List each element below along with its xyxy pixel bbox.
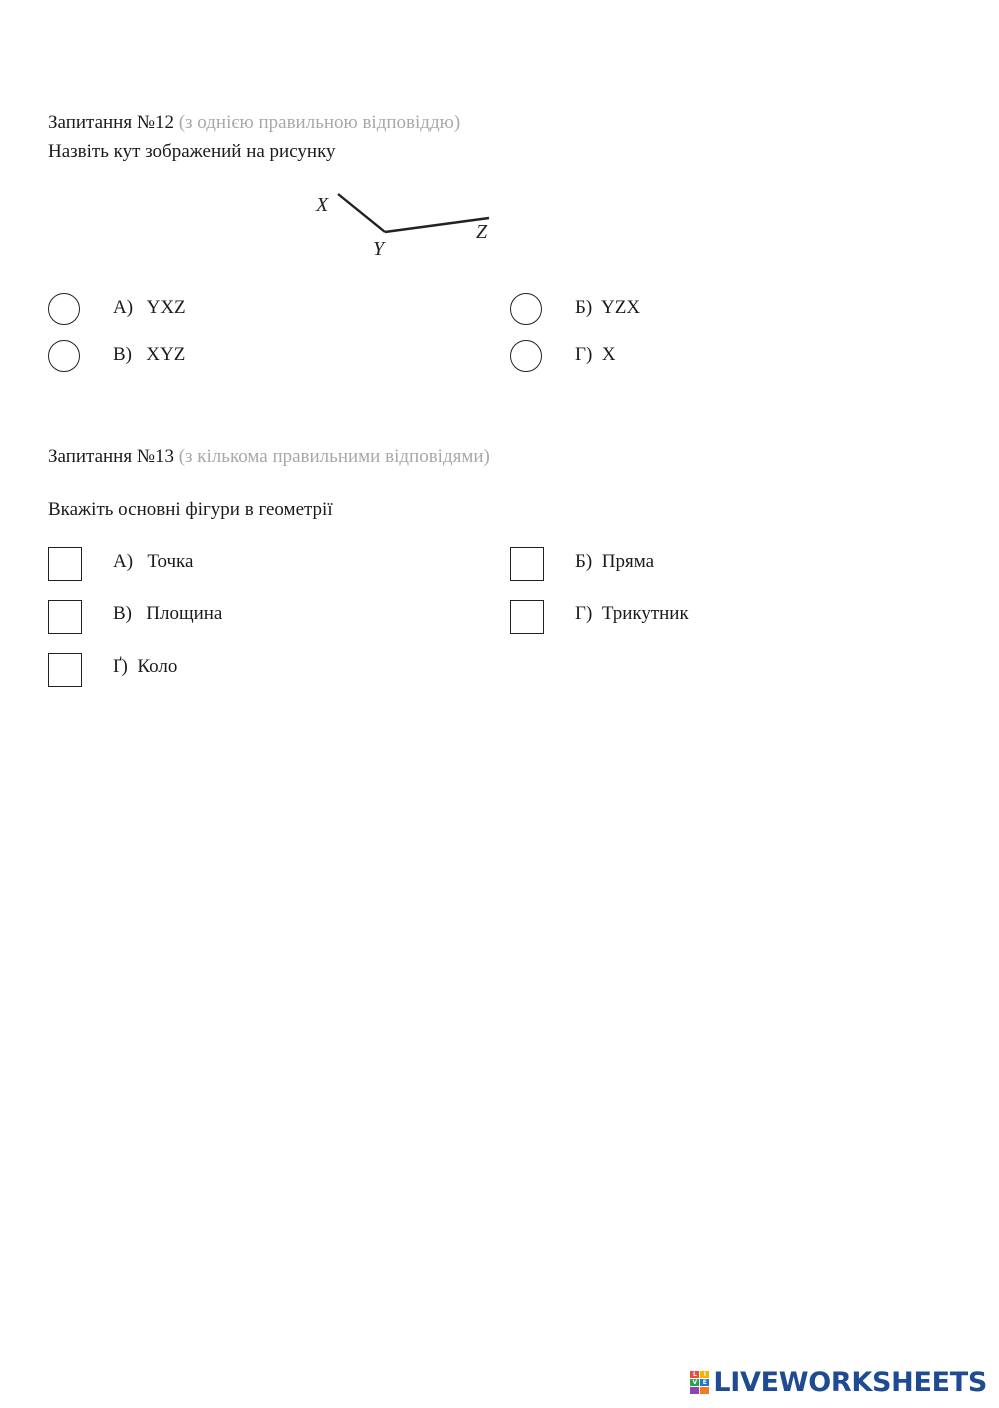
logo-tile: E — [700, 1379, 709, 1386]
question-13-title: Запитання №13 — [48, 446, 174, 467]
q12-option-b-letter: Б) — [575, 297, 593, 318]
q12-option-c — [113, 344, 185, 366]
label-x: X — [316, 194, 329, 216]
q12-option-c-letter: В) — [113, 344, 132, 365]
q13-option-c — [113, 603, 222, 625]
question-12-prompt: Назвіть кут зображений на рисунку — [48, 141, 336, 162]
q12-option-c-radio[interactable] — [48, 340, 80, 372]
q13-option-c-checkbox[interactable] — [48, 600, 82, 634]
question-12-header — [48, 112, 460, 134]
q13-option-e-checkbox[interactable] — [48, 653, 82, 687]
q13-option-b-text: Пряма — [601, 551, 655, 572]
q13-option-a — [113, 551, 193, 573]
logo-tile: I — [700, 1371, 709, 1378]
q13-option-b-letter: Б) — [575, 551, 593, 572]
liveworksheets-logo — [690, 1367, 987, 1398]
q12-option-a-text: YXZ — [146, 297, 186, 318]
q12-option-a-radio[interactable] — [48, 293, 80, 325]
q13-option-b-checkbox[interactable] — [510, 547, 544, 581]
question-13-prompt: Вкажіть основні фігури в геометрії — [48, 499, 333, 520]
q13-option-d-text: Трикутник — [601, 603, 689, 624]
logo-mark-icon — [690, 1371, 709, 1394]
ray-yz — [385, 218, 489, 232]
question-12-hint: (з однією правильною відповіддю) — [178, 112, 461, 133]
q12-option-b-text: YZX — [601, 297, 641, 318]
q13-option-c-letter: В) — [113, 603, 132, 624]
q12-option-b-radio[interactable] — [510, 293, 542, 325]
q13-option-d — [575, 603, 689, 625]
q12-option-c-text: XYZ — [146, 344, 186, 365]
label-y: Y — [373, 238, 385, 260]
brand-name: LIVEWORKSHEETS — [713, 1367, 987, 1398]
q13-option-d-letter: Г) — [575, 603, 593, 624]
q12-option-d-letter: Г) — [575, 344, 593, 365]
question-13-hint: (з кількома правильними відповідями) — [178, 446, 490, 467]
logo-tile: L — [690, 1371, 699, 1378]
logo-tile — [690, 1387, 699, 1394]
q13-option-a-checkbox[interactable] — [48, 547, 82, 581]
q13-option-e — [113, 656, 177, 678]
q13-option-e-letter: Ґ) — [113, 656, 128, 677]
q12-option-d-radio[interactable] — [510, 340, 542, 372]
question-12-title: Запитання №12 — [48, 112, 174, 133]
ray-yx — [338, 194, 385, 232]
q12-option-b — [575, 297, 640, 319]
logo-tile — [700, 1387, 709, 1394]
q13-option-a-letter: А) — [113, 551, 134, 572]
q12-option-a — [113, 297, 186, 319]
q12-option-d-text: X — [601, 344, 616, 365]
q13-option-c-text: Площина — [146, 603, 223, 624]
q12-option-d — [575, 344, 616, 366]
label-z: Z — [476, 221, 488, 243]
question-13-header — [48, 446, 490, 468]
logo-tile: V — [690, 1379, 699, 1386]
q13-option-b — [575, 551, 654, 573]
angle-figure — [305, 180, 505, 262]
q13-option-d-checkbox[interactable] — [510, 600, 544, 634]
q12-option-a-letter: А) — [113, 297, 134, 318]
q13-option-e-text: Коло — [137, 656, 178, 677]
q13-option-a-text: Точка — [147, 551, 194, 572]
